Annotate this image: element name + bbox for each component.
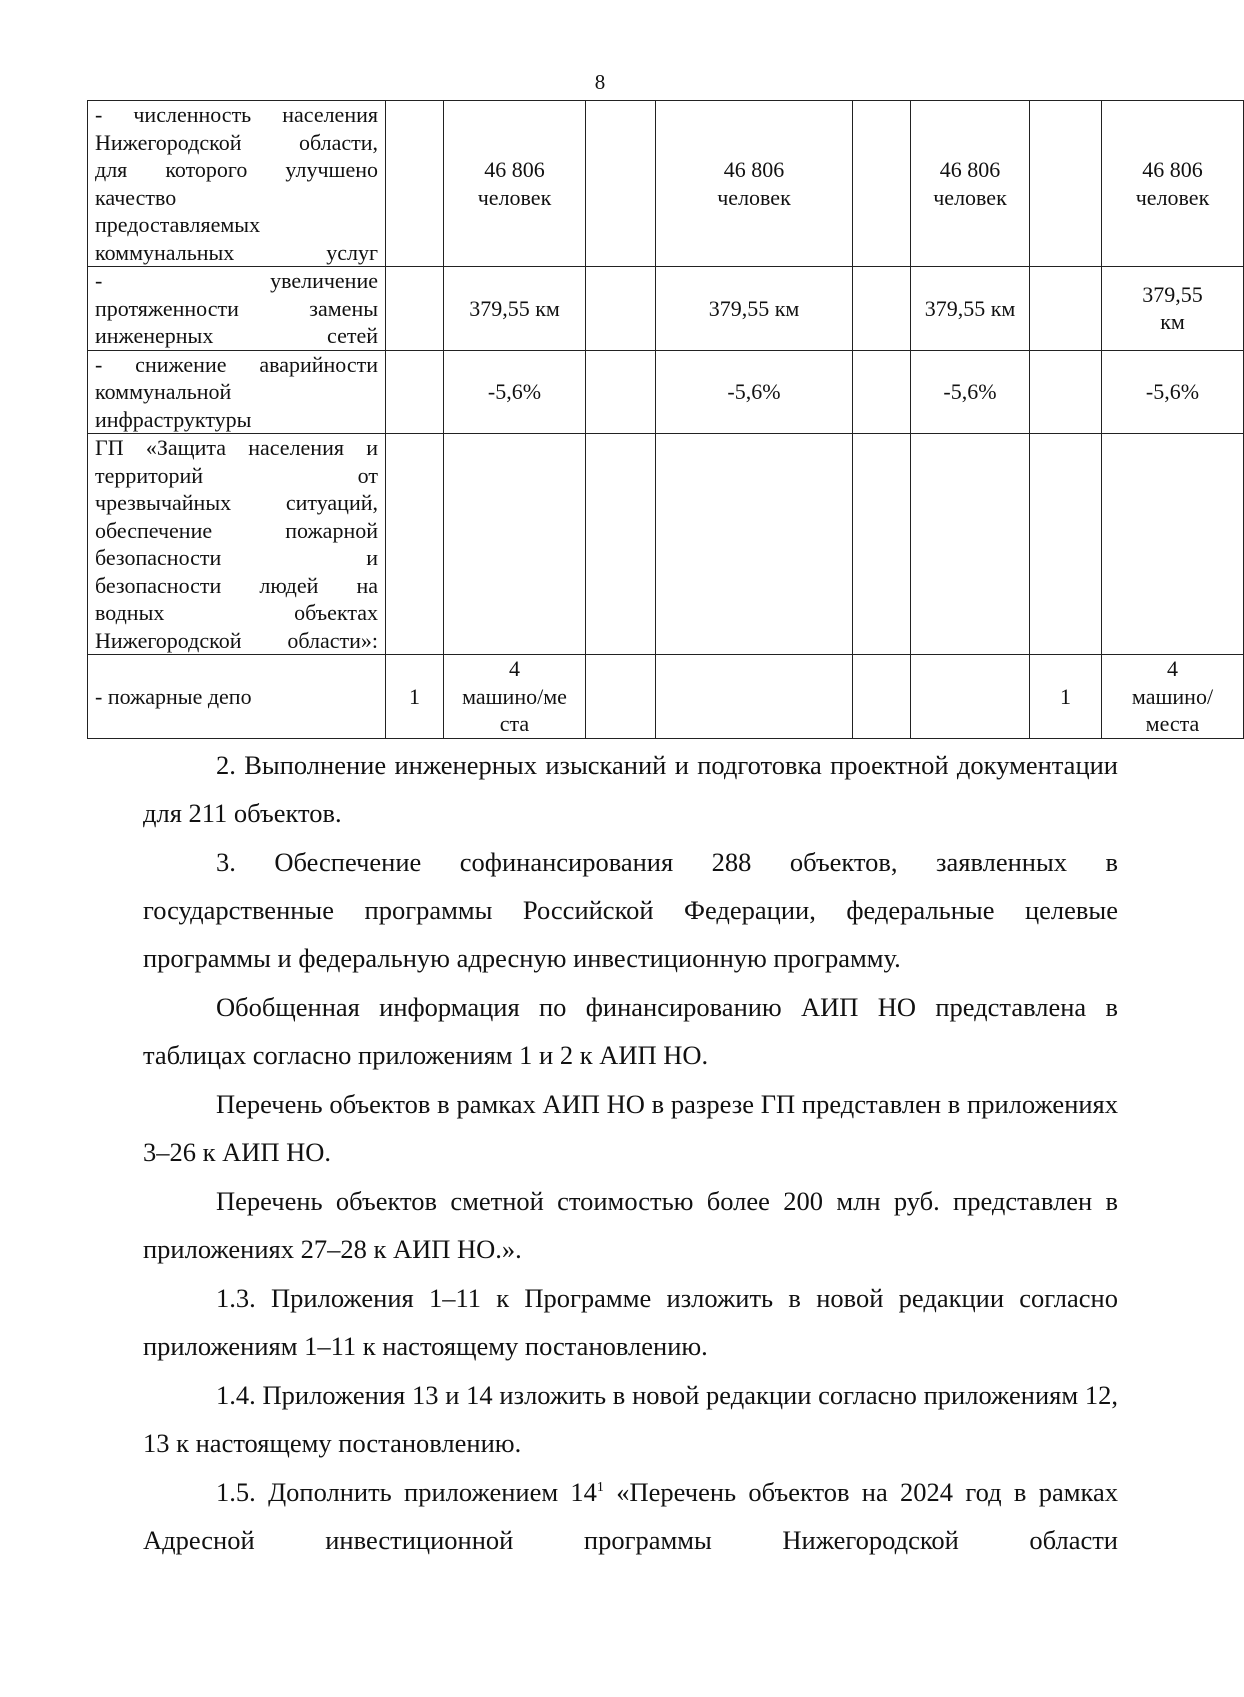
row-description [88, 434, 386, 655]
cell-line: -5,6% [487, 379, 542, 404]
table-cell [853, 101, 911, 267]
table-cell [656, 434, 853, 655]
cell-line: -5,6% [1145, 379, 1200, 404]
table-cell [586, 350, 656, 434]
cell-line: человек [477, 184, 552, 210]
table-cell [656, 101, 853, 267]
description-line: - численность населения [95, 102, 378, 127]
table-cell [853, 267, 911, 351]
paragraph: Перечень объектов в рамках АИП НО в разрезе ГП представлен в приложениях 3–26 к АИП НО. [143, 1089, 1118, 1167]
table-cell [1102, 655, 1244, 739]
table-cell [656, 350, 853, 434]
table-cell [1102, 267, 1244, 351]
description-line: чрезвычайных ситуаций, [95, 490, 378, 515]
description-line: Нижегородской области»: [95, 627, 378, 653]
cell-line: 46 806 [1142, 157, 1203, 182]
paragraph-text: 1.5. Дополнить приложением 14 [216, 1477, 597, 1507]
indicators-table [87, 100, 1244, 739]
table-cell [586, 101, 656, 267]
description-line: инженерных сетей [95, 323, 378, 348]
description-line: - увеличение [95, 268, 378, 293]
paragraph-last [143, 1468, 1118, 1564]
paragraph: 2. Выполнение инженерных изысканий и подготовка проектной документации для 211 объектов. [143, 750, 1118, 828]
table-cell [911, 350, 1030, 434]
description-line: коммунальных услуг [95, 239, 378, 265]
description-line: для которого улучшено [95, 157, 378, 182]
superscript: 1 [596, 1480, 604, 1496]
table-cell [911, 655, 1030, 739]
table-cell [586, 434, 656, 655]
table-cell [1030, 655, 1102, 739]
table-cell [1102, 101, 1244, 267]
description-line: инфраструктуры [95, 406, 252, 432]
cell-line: 379,55 км [924, 295, 1016, 321]
table-cell [853, 655, 911, 739]
description-line: ГП «Защита населения и [95, 435, 378, 460]
cell-line: 379,55 км [708, 295, 800, 321]
table-cell [1102, 434, 1244, 655]
row-description [88, 101, 386, 267]
paragraph: 1.3. Приложения 1–11 к Программе изложить в новой редакции согласно приложениям 1–11 к настоящему постановлению. [143, 1283, 1118, 1361]
description-line: - снижение аварийности [95, 351, 378, 377]
paragraph: Перечень объектов сметной стоимостью более 200 млн руб. представлен в приложениях 27–28 к АИП НО.». [143, 1186, 1118, 1264]
row-description [88, 267, 386, 351]
table-cell [656, 267, 853, 351]
table-cell [853, 434, 911, 655]
description-line: водных объектах [95, 600, 378, 625]
table-cell [1030, 350, 1102, 434]
description-line: предоставляемых [95, 212, 261, 237]
description-line: протяженности замены [95, 295, 378, 321]
table-cell [1030, 434, 1102, 655]
table-cell [911, 267, 1030, 351]
description-line: качество [95, 184, 177, 210]
description-line: территорий от [95, 462, 378, 488]
description-line: обеспечение пожарной [95, 517, 378, 543]
table-cell [444, 267, 586, 351]
description-line: - пожарные депо [95, 683, 252, 709]
cell-line: 46 806 [939, 157, 1001, 182]
table-row [88, 350, 1244, 434]
body-text [143, 741, 1118, 1565]
cell-line: машино/ [1131, 683, 1214, 709]
table-cell [1030, 267, 1102, 351]
table-cell [444, 101, 586, 267]
row-description [88, 655, 386, 739]
paragraph: Обобщенная информация по финансированию АИП НО представлена в таблицах согласно приложениям 1 и 2 к АИП НО. [143, 992, 1118, 1070]
cell-line: машино/ме [462, 683, 567, 709]
cell-line: человек [717, 184, 791, 210]
table-cell [444, 655, 586, 739]
page-number: 8 [594, 70, 606, 94]
paragraph-text: «Перечень объектов на 2024 год в рамках Адресной инвестиционной программы Нижегородской области [143, 1477, 1118, 1555]
paragraph: 1.4. Приложения 13 и 14 изложить в новой редакции согласно приложениям 12, 13 к настоящему постановлению. [143, 1380, 1118, 1458]
cell-line: км [1160, 309, 1185, 335]
table-cell [444, 350, 586, 434]
cell-line: -5,6% [727, 379, 781, 404]
table-cell [656, 655, 853, 739]
table-row [88, 267, 1244, 351]
description-line: безопасности людей на [95, 572, 378, 598]
cell-line: 379,55 км [469, 295, 560, 321]
cell-line: человек [933, 184, 1007, 210]
table-cell [911, 434, 1030, 655]
row-description [88, 350, 386, 434]
table-cell [1030, 101, 1102, 267]
cell-line: 4 [509, 656, 520, 681]
cell-line: -5,6% [943, 379, 997, 404]
table-row [88, 434, 1244, 655]
table-cell [444, 434, 586, 655]
table-cell [911, 101, 1030, 267]
table-cell [386, 101, 444, 267]
table-cell [586, 267, 656, 351]
table-cell [386, 434, 444, 655]
cell-line: места [1145, 711, 1200, 736]
cell-line: 379,55 [1142, 281, 1203, 307]
table-cell [586, 655, 656, 739]
paragraph: 3. Обеспечение софинансирования 288 объектов, заявленных в государственные программы Российской Федерации, федеральные целевые программы и федеральную адресную инвестиционную программу. [143, 847, 1118, 973]
description-line: коммунальной [95, 379, 232, 404]
table-cell [386, 655, 444, 739]
cell-line: 1 [409, 683, 420, 709]
table-cell [386, 350, 444, 434]
cell-line: 4 [1167, 656, 1178, 681]
description-line: Нижегородской области, [95, 129, 378, 155]
table-cell [853, 350, 911, 434]
cell-line: 46 806 [723, 157, 785, 182]
table-row [88, 101, 1244, 267]
cell-line: ста [499, 711, 530, 736]
description-line: безопасности и [95, 545, 378, 570]
cell-line: 1 [1060, 683, 1071, 709]
cell-line: человек [1135, 184, 1210, 210]
table-row [88, 655, 1244, 739]
cell-line: 46 806 [484, 157, 545, 182]
table-cell [1102, 350, 1244, 434]
table-cell [386, 267, 444, 351]
